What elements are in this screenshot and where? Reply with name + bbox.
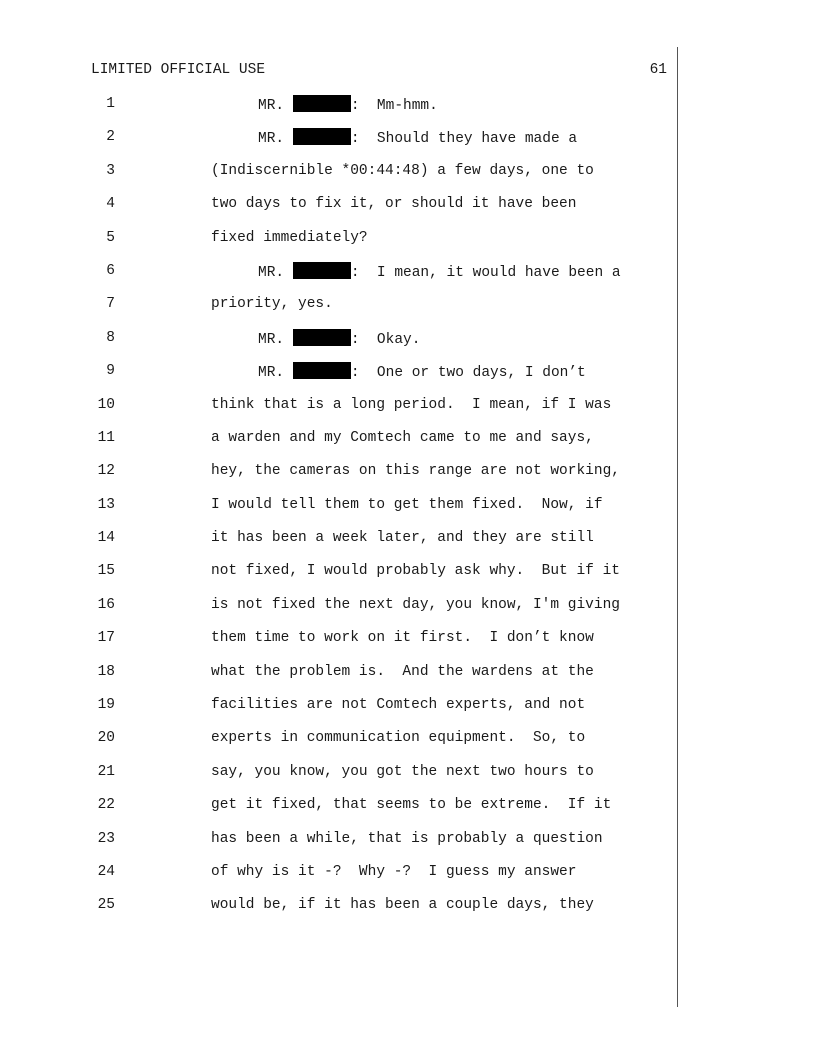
- transcript-line: [0, 329, 676, 362]
- transcript-line: [0, 195, 676, 228]
- line-number: 9: [106, 363, 115, 380]
- transcript-line: [0, 128, 676, 161]
- redaction-box: [293, 128, 351, 145]
- line-text: them time to work on it first. I don’t know: [211, 630, 594, 647]
- line-text: of why is it -? Why -? I guess my answer: [211, 863, 577, 880]
- redaction-box: [293, 262, 351, 279]
- speaker-prefix: MR.: [258, 98, 293, 114]
- line-number: 14: [97, 530, 115, 547]
- line-number: 13: [97, 496, 115, 513]
- transcript-line: [0, 830, 676, 863]
- line-text: priority, yes.: [211, 296, 333, 313]
- line-number: 20: [97, 730, 115, 747]
- redaction-box: [293, 95, 351, 112]
- line-text: (Indiscernible *00:44:48) a few days, one to: [211, 162, 594, 179]
- speaker-line: [258, 362, 586, 382]
- line-text: think that is a long period. I mean, if I was: [211, 396, 612, 413]
- line-text: what the problem is. And the wardens at the: [211, 663, 594, 680]
- transcript-line: [0, 596, 676, 629]
- transcript-line: [0, 562, 676, 595]
- speaker-line: [258, 329, 420, 349]
- speaker-prefix: MR.: [258, 131, 293, 148]
- line-text: a warden and my Comtech came to me and says,: [211, 429, 594, 446]
- speaker-prefix: MR.: [258, 331, 293, 348]
- line-text: fixed immediately?: [211, 229, 368, 246]
- line-number: 24: [97, 863, 115, 880]
- transcript-line: [0, 863, 676, 896]
- speaker-prefix: MR.: [258, 264, 293, 281]
- transcript-line: [0, 729, 676, 762]
- speaker-statement: : I mean, it would have been a: [350, 264, 621, 281]
- line-text: would be, if it has been a couple days, they: [211, 897, 594, 914]
- line-text: hey, the cameras on this range are not working,: [211, 463, 620, 480]
- transcript-line: [0, 696, 676, 729]
- speaker-line: [258, 128, 577, 148]
- transcript-line: [0, 896, 676, 929]
- line-text: is not fixed the next day, you know, I'm giving: [211, 596, 620, 613]
- line-number: 16: [97, 596, 115, 613]
- line-number: 23: [97, 830, 115, 847]
- line-number: 22: [97, 797, 115, 814]
- line-text: facilities are not Comtech experts, and not: [211, 697, 586, 714]
- transcript-line: [0, 162, 676, 195]
- line-number: 11: [97, 429, 115, 446]
- line-number: 5: [106, 229, 115, 246]
- speaker-statement: : Should they have made a: [350, 131, 578, 148]
- line-number: 8: [106, 329, 115, 346]
- transcript-line: [0, 496, 676, 529]
- line-text: two days to fix it, or should it have been: [211, 196, 577, 213]
- speaker-line: [258, 262, 621, 282]
- transcript-line: [0, 295, 676, 328]
- line-text: it has been a week later, and they are still: [211, 530, 594, 547]
- line-text: experts in communication equipment. So, to: [211, 730, 586, 747]
- transcript-line: [0, 763, 676, 796]
- line-number: 18: [97, 663, 115, 680]
- speaker-line: [258, 95, 438, 115]
- transcript-line: [0, 95, 676, 128]
- line-number: 12: [97, 463, 115, 480]
- line-number: 3: [106, 162, 115, 179]
- line-number: 10: [97, 396, 115, 413]
- speaker-statement: : Mm-hmm.: [350, 98, 438, 114]
- speaker-prefix: MR.: [258, 365, 293, 382]
- right-margin-rule: [677, 47, 678, 1007]
- line-number: 17: [97, 630, 115, 647]
- transcript-line: [0, 396, 676, 429]
- line-number: 15: [97, 563, 115, 580]
- line-number: 21: [97, 763, 115, 780]
- classification-header: LIMITED OFFICIAL USE: [91, 62, 266, 78]
- line-text: has been a while, that is probably a question: [211, 830, 603, 847]
- line-number: 25: [97, 897, 115, 914]
- line-number: 6: [106, 262, 115, 279]
- line-text: not fixed, I would probably ask why. But if it: [211, 563, 620, 580]
- transcript-lines: [0, 95, 676, 930]
- transcript-line: [0, 629, 676, 662]
- line-number: 7: [106, 296, 115, 313]
- line-number: 2: [106, 129, 115, 146]
- transcript-line: [0, 429, 676, 462]
- transcript-line: [0, 462, 676, 495]
- line-text: say, you know, you got the next two hours to: [211, 763, 594, 780]
- redaction-box: [293, 362, 351, 379]
- transcript-line: [0, 529, 676, 562]
- redaction-box: [293, 329, 351, 346]
- transcript-line: [0, 796, 676, 829]
- transcript-line: [0, 229, 676, 262]
- speaker-statement: : Okay.: [350, 331, 421, 348]
- line-number: 19: [97, 697, 115, 714]
- line-text: get it fixed, that seems to be extreme. If it: [211, 797, 612, 814]
- speaker-statement: : One or two days, I don’t: [350, 365, 586, 382]
- page-number: 61: [649, 62, 667, 78]
- line-number: 1: [106, 96, 115, 112]
- transcript-line: [0, 262, 676, 295]
- line-text: I would tell them to get them fixed. Now, if: [211, 496, 603, 513]
- transcript-line: [0, 663, 676, 696]
- transcript-line: [0, 362, 676, 395]
- line-number: 4: [106, 196, 115, 213]
